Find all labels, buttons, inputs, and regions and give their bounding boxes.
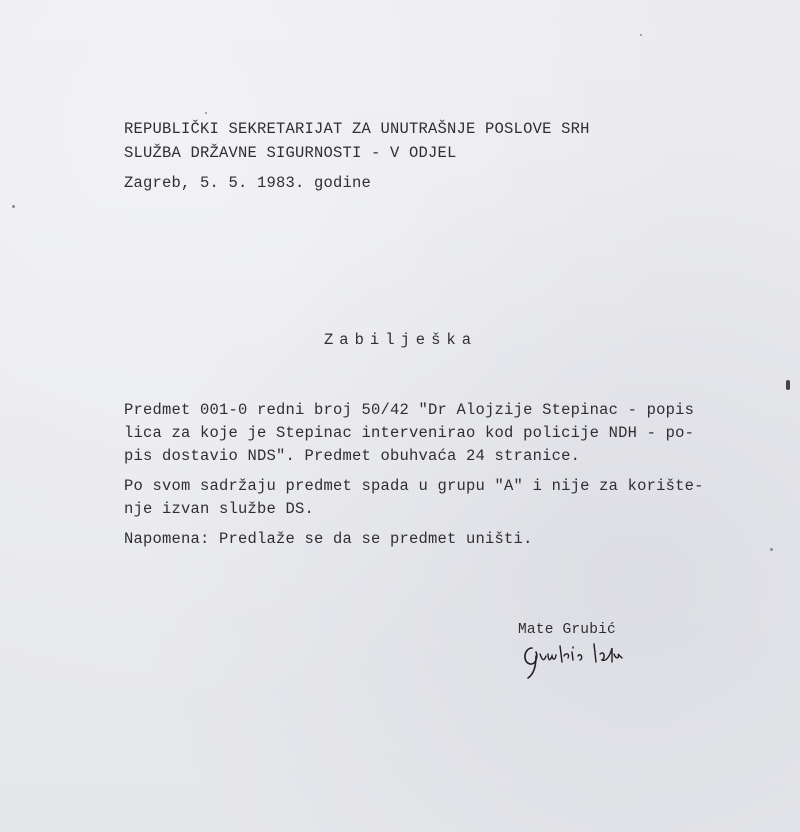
body-note: Napomena: Predlaže se da se predmet uništi. <box>124 530 533 548</box>
scan-speck <box>205 112 207 114</box>
scan-speck <box>786 380 790 390</box>
handwritten-signature <box>520 638 640 682</box>
header-department: SLUŽBA DRŽAVNE SIGURNOSTI - V ODJEL <box>124 144 457 162</box>
signatory-name: Mate Grubić <box>518 622 616 638</box>
header-organization: REPUBLIČKI SEKRETARIJAT ZA UNUTRAŠNJE POSLOVE SRH <box>124 120 590 138</box>
scan-speck <box>770 548 773 551</box>
body-paragraph-1-line-2: lica za koje je Stepinac intervenirao kod policije NDH - po- <box>124 424 695 442</box>
body-paragraph-2-line-2: nje izvan službe DS. <box>124 500 315 518</box>
scan-speck <box>640 34 642 36</box>
body-paragraph-2-line-1: Po svom sadržaju predmet spada u grupu "A" i nije za korište- <box>124 477 704 495</box>
document-title: Zabilješka <box>324 331 478 349</box>
body-paragraph-1-line-1: Predmet 001-0 redni broj 50/42 "Dr Alojzije Stepinac - popis <box>124 401 695 419</box>
scan-speck <box>12 205 15 208</box>
document-date: Zagreb, 5. 5. 1983. godine <box>124 174 372 192</box>
body-paragraph-1-line-3: pis dostavio NDS". Predmet obuhvaća 24 stranice. <box>124 447 581 465</box>
